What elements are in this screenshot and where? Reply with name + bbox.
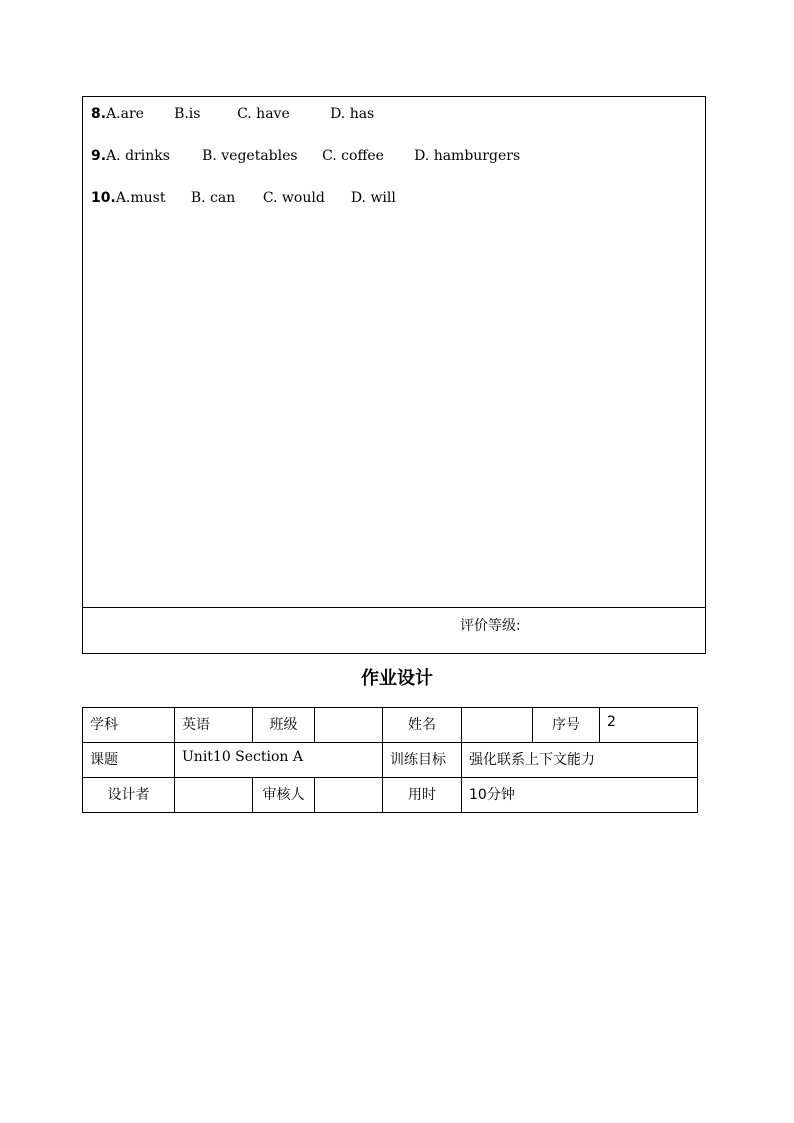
question-number: 10. (91, 190, 116, 206)
topic-label: 课题 (83, 743, 175, 778)
goal-label: 训练目标 (383, 743, 462, 778)
name-label: 姓名 (383, 708, 462, 743)
subject-value[interactable]: 英语 (175, 708, 253, 743)
option-a: A. drinks (106, 148, 170, 164)
table-row (83, 743, 698, 778)
option-c: C. coffee (322, 148, 384, 164)
designer-value[interactable] (175, 778, 253, 813)
reviewer-label: 审核人 (253, 778, 315, 813)
question-number: 8. (91, 106, 107, 122)
option-d: D. hamburgers (414, 148, 521, 164)
section-title: 作业设计 (361, 668, 433, 689)
divider (83, 607, 705, 608)
option-d: D. has (330, 106, 375, 122)
question-9 (91, 147, 520, 165)
name-value[interactable] (462, 708, 533, 743)
class-value[interactable] (315, 708, 383, 743)
question-8 (91, 105, 374, 123)
topic-value[interactable]: Unit10 Section A (175, 743, 383, 778)
question-number: 9. (91, 148, 107, 164)
option-a: A.are (106, 106, 144, 122)
seq-label: 序号 (533, 708, 600, 743)
seq-value[interactable]: 2 (600, 708, 698, 743)
designer-label: 设计者 (83, 778, 175, 813)
answer-box (82, 96, 706, 654)
option-d: D. will (350, 190, 396, 206)
evaluation-label: 评价等级: (460, 618, 521, 634)
info-table (82, 707, 698, 813)
reviewer-value[interactable] (315, 778, 383, 813)
time-value[interactable]: 10分钟 (462, 778, 698, 813)
option-b: B. can (190, 190, 236, 206)
table-row (83, 778, 698, 813)
option-c: C. have (237, 106, 290, 122)
question-10 (91, 189, 396, 207)
goal-value[interactable]: 强化联系上下文能力 (462, 743, 698, 778)
option-b: B. vegetables (202, 148, 298, 164)
time-label: 用时 (383, 778, 462, 813)
option-b: B.is (174, 106, 201, 122)
option-a: A.must (115, 190, 166, 206)
class-label: 班级 (253, 708, 315, 743)
option-c: C. would (262, 190, 325, 206)
table-row (83, 708, 698, 743)
subject-label: 学科 (83, 708, 175, 743)
